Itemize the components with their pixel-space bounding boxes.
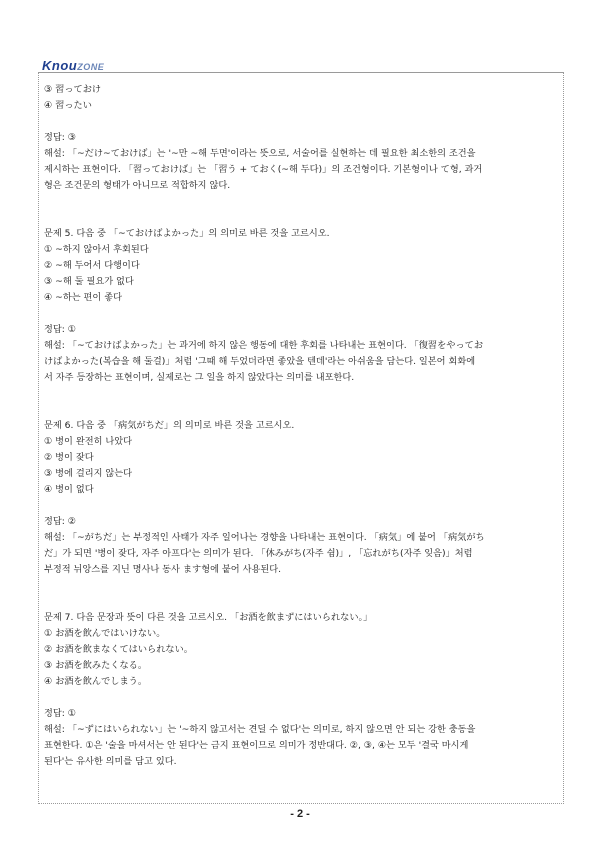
blank-line bbox=[44, 594, 564, 610]
document-body bbox=[44, 82, 564, 770]
text-line: 정답: ① bbox=[44, 324, 77, 335]
text-line: 표현한다. ①은 '술을 마셔서는 안 된다'는 금지 표현이므로 의미가 정반대다. ②, ③, ④는 모두 '결국 마시게 bbox=[44, 740, 469, 751]
text-line: ③ お酒を飲みたくなる。 bbox=[44, 660, 148, 671]
blank-line bbox=[44, 194, 564, 210]
text-line: ② お酒を飲まなくてはいられない。 bbox=[44, 644, 193, 655]
text-line: ① お酒を飲んではいけない。 bbox=[44, 628, 166, 639]
text-line: ② 병이 잦다 bbox=[44, 452, 94, 463]
text-line: ④ お酒を飲んでしまう。 bbox=[44, 676, 148, 687]
blank-line bbox=[44, 386, 564, 402]
text-line: 해설: 「~だけ~ておけば」는 '~만 ~해 두면'이라는 뜻으로, 서술어를 실현하는 데 필요한 최소한의 조건을 bbox=[44, 148, 476, 159]
text-line: けばよかった(복습을 해 둘걸)」처럼 '그때 해 두었더라면 좋았을 텐데'라는 아쉬움을 담는다. 일본어 회화에 bbox=[44, 356, 476, 367]
text-line: ① 병이 완전히 나았다 bbox=[44, 436, 132, 447]
text-line: ④ 習ったい bbox=[44, 100, 92, 111]
blank-line bbox=[44, 402, 564, 418]
blank-line bbox=[44, 210, 564, 226]
text-line: ④ ~하는 편이 좋다 bbox=[44, 292, 122, 303]
text-line: ③ 병에 걸리지 않는다 bbox=[44, 468, 132, 479]
knouzone-logo: KnouZONE bbox=[42, 58, 105, 73]
text-line: 해설: 「~がちだ」는 부정적인 사태가 자주 일어나는 경향을 나타내는 표현이다. 「病気」에 붙어 「病気がち bbox=[44, 532, 485, 543]
page-number: - 2 - bbox=[290, 808, 310, 820]
blank-line bbox=[44, 578, 564, 594]
text-line: 정답: ① bbox=[44, 708, 77, 719]
text-line: ② ~해 두어서 다행이다 bbox=[44, 260, 140, 271]
text-line: だ」가 되면 '병이 잦다, 자주 아프다'는 의미가 된다. 「休みがち(자주 쉼)」, 「忘れがち(자주 잊음)」처럼 bbox=[44, 548, 473, 559]
text-line: 해설: 「~ておけばよかった」는 과거에 하지 않은 행동에 대한 후회를 나타내는 표현이다. 「復習をやってお bbox=[44, 340, 484, 351]
text-line: 문제 7. 다음 문장과 뜻이 다른 것을 고르시오. 「お酒を飲まずにはいられない。」 bbox=[44, 612, 373, 623]
text-line: 제시하는 표현이다. 「習っておけば」는 「習う + ておく(~해 두다)」의 조건형이다. 기본형이나 て형, 과거 bbox=[44, 164, 483, 175]
text-line: ④ 병이 없다 bbox=[44, 484, 94, 495]
text-line: 부정적 뉘앙스를 지닌 명사나 동사 ます형에 붙어 사용된다. bbox=[44, 564, 281, 575]
text-line: ③ 習っておけ bbox=[44, 84, 102, 95]
text-line: ③ ~해 둘 필요가 없다 bbox=[44, 276, 134, 287]
text-line: ① ~하지 않아서 후회된다 bbox=[44, 244, 149, 255]
blank-line bbox=[44, 114, 564, 130]
text-line: 정답: ② bbox=[44, 516, 77, 527]
text-line: 해설: 「~ずにはいられない」는 '~하지 않고서는 견딜 수 없다'는 의미로, 하지 않으면 안 되는 강한 충동을 bbox=[44, 724, 476, 735]
blank-line bbox=[44, 690, 564, 706]
text-line: 문제 5. 다음 중 「~ておけばよかった」의 의미로 바른 것을 고르시오. bbox=[44, 228, 330, 239]
text-line: 된다'는 유사한 의미를 담고 있다. bbox=[44, 756, 177, 767]
text-line: 형은 조건문의 형태가 아니므로 적합하지 않다. bbox=[44, 180, 231, 191]
blank-line bbox=[44, 306, 564, 322]
blank-line bbox=[44, 498, 564, 514]
text-line: 서 자주 등장하는 표현이며, 실제로는 그 일을 하지 않았다는 의미를 내포한다. bbox=[44, 372, 355, 383]
text-line: 정답: ③ bbox=[44, 132, 77, 143]
text-line: 문제 6. 다음 중 「病気がちだ」의 의미로 바른 것을 고르시오. bbox=[44, 420, 295, 431]
